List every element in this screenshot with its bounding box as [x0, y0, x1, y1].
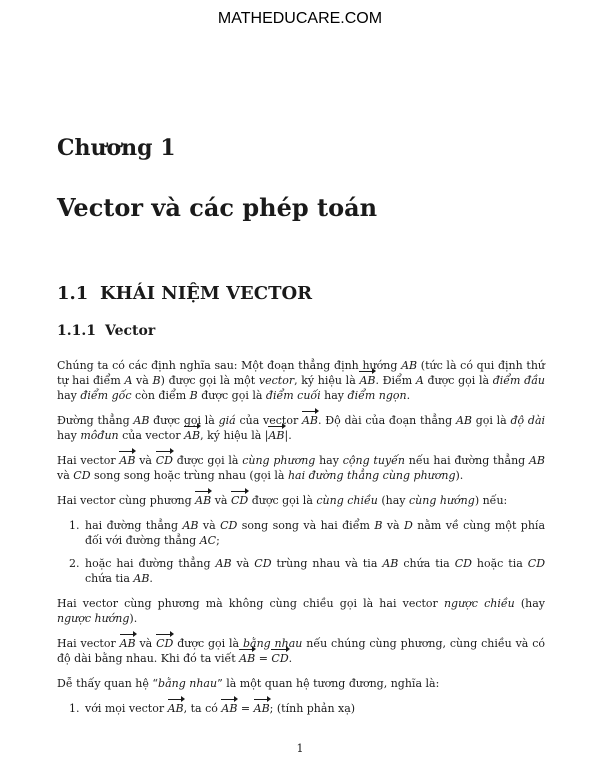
- term: hai đường thẳng cùng phương: [287, 469, 456, 482]
- text: (hay: [514, 597, 545, 610]
- term: điểm cuối: [265, 389, 321, 402]
- text: được gọi là: [248, 494, 317, 507]
- text: hoặc tia: [471, 557, 528, 570]
- math: AB: [133, 572, 150, 585]
- math: CD: [454, 557, 472, 570]
- vector-symbol: AB: [268, 429, 285, 442]
- text: ) được gọi là một: [160, 374, 259, 387]
- list-item: [57, 556, 545, 586]
- text: Dễ thấy quan hệ “: [57, 677, 159, 690]
- text: của vector: [235, 414, 302, 427]
- text: Hai vector: [57, 454, 120, 467]
- subsection-title: Vector: [105, 323, 156, 339]
- text: chứa tia: [85, 572, 134, 585]
- vector-symbol: AB: [195, 494, 212, 507]
- text: nằm về cùng một phía đối với đường thẳng: [85, 519, 546, 547]
- page-number: 1: [296, 742, 304, 755]
- math: B: [189, 389, 198, 402]
- math: CD: [254, 557, 272, 570]
- text: ).: [129, 612, 138, 625]
- paragraph-support-length: [57, 413, 545, 443]
- paragraph-equal-vectors: [57, 636, 545, 666]
- math: CD: [73, 469, 91, 482]
- text: .: [288, 652, 293, 665]
- chapter-title: Vector và các phép toán: [57, 193, 378, 222]
- vector-symbol: AB: [239, 652, 256, 665]
- text: nếu hai đường thẳng: [404, 454, 529, 467]
- text: Hai vector: [57, 637, 120, 650]
- term: cùng chiều: [316, 494, 378, 507]
- text: =: [255, 652, 272, 665]
- term: vector: [258, 374, 295, 387]
- text: trùng nhau và tia: [271, 557, 383, 570]
- equivalence-properties-list: [57, 701, 545, 716]
- text: hay: [57, 389, 81, 402]
- math: AB: [182, 519, 199, 532]
- math: D: [404, 519, 413, 532]
- text: và: [198, 519, 221, 532]
- text: . Điểm: [375, 374, 416, 387]
- list-item: [57, 701, 545, 716]
- vector-symbol: AB: [359, 374, 376, 387]
- paragraph-equivalence: [57, 676, 545, 691]
- vector-symbol: AB: [301, 414, 319, 427]
- text: và: [211, 494, 231, 507]
- text: được gọi là: [149, 414, 219, 427]
- text: song song hoặc trùng nhau (gọi là: [90, 469, 288, 482]
- term: cộng tuyến: [342, 454, 405, 467]
- text: được gọi là: [423, 374, 493, 387]
- term: điểm ngọn: [347, 389, 407, 402]
- section-number: 1.1: [57, 283, 89, 304]
- vector-symbol: AB: [119, 454, 136, 467]
- text: và: [231, 557, 255, 570]
- vector-symbol: CD: [155, 454, 173, 467]
- vector-symbol: CD: [156, 637, 174, 650]
- text: và: [135, 637, 157, 650]
- text: và: [57, 469, 74, 482]
- site-header: MATHEDUCARE.COM: [217, 10, 383, 27]
- term: môđun: [80, 429, 119, 442]
- list-number: 1.: [69, 519, 80, 532]
- text: Hai vector cùng phương: [57, 494, 196, 507]
- section-heading: [57, 283, 312, 304]
- term: giá: [218, 414, 236, 427]
- text: ).: [455, 469, 464, 482]
- text: được gọi là: [197, 389, 266, 402]
- math: CD: [220, 519, 238, 532]
- term: điểm gốc: [80, 389, 132, 402]
- list-number: 2.: [69, 557, 80, 570]
- math: AB: [133, 414, 150, 427]
- term: ngược hướng: [57, 612, 130, 625]
- math: AC: [199, 534, 217, 547]
- text: của vector: [118, 429, 185, 442]
- math: B: [374, 519, 383, 532]
- math: A: [415, 374, 424, 387]
- term: cùng hướng: [409, 494, 475, 507]
- text: , ký hiệu là |: [200, 429, 269, 442]
- text: hoặc hai đường thẳng: [85, 557, 216, 570]
- text: Chúng ta có các định nghĩa sau: Một đoạn thẳng định hướng: [57, 359, 402, 372]
- text: ” là một quan hệ tương đương, nghĩa là:: [217, 677, 440, 690]
- math: CD: [527, 557, 546, 570]
- vector-symbol: AB: [184, 429, 201, 442]
- chapter-label: Chương 1: [57, 135, 176, 161]
- term: ngược chiều: [443, 597, 515, 610]
- section-title: KHÁI NIỆM VECTOR: [100, 283, 313, 304]
- math: A: [124, 374, 133, 387]
- math: B: [152, 374, 161, 387]
- math: AB: [401, 359, 418, 372]
- vector-symbol: CD: [271, 652, 289, 665]
- text: ) nếu:: [474, 494, 508, 507]
- text: hay: [315, 454, 343, 467]
- text: được gọi là: [172, 454, 243, 467]
- text: |.: [284, 429, 292, 442]
- text: chứa tia: [398, 557, 455, 570]
- text: .: [406, 389, 411, 402]
- text: (hay: [377, 494, 410, 507]
- term: bằng nhau: [242, 637, 303, 650]
- text: song song và hai điểm: [237, 519, 375, 532]
- paragraph-opposite-direction: [57, 596, 545, 626]
- text: , ký hiệu là: [294, 374, 360, 387]
- math: AB: [455, 414, 472, 427]
- text: hay: [320, 389, 348, 402]
- subsection-heading: [57, 323, 155, 339]
- text: , ta có: [183, 702, 222, 715]
- text: và: [132, 374, 153, 387]
- subsection-number: 1.1.1: [57, 323, 96, 339]
- vector-symbol: AB: [253, 702, 270, 715]
- body-text: [57, 358, 545, 726]
- text: =: [237, 702, 254, 715]
- text: Đường thẳng: [57, 414, 134, 427]
- vector-symbol: AB: [221, 702, 238, 715]
- text: và: [135, 454, 156, 467]
- text: (tức là có qui định thứ tự hai điểm: [57, 359, 545, 387]
- text: .: [149, 572, 153, 585]
- text: hay: [57, 429, 81, 442]
- text: nếu chúng cùng phương, cùng chiều và có độ dài bằng nhau. Khi đó ta viết: [57, 637, 546, 665]
- text: ; (tính phản xạ): [269, 702, 356, 715]
- math: AB: [215, 557, 232, 570]
- term: cùng phương: [242, 454, 316, 467]
- term: độ dài: [510, 414, 546, 427]
- same-direction-conditions-list: [57, 518, 545, 586]
- paragraph-collinear: [57, 453, 545, 483]
- vector-symbol: CD: [230, 494, 249, 507]
- text: hai đường thẳng: [85, 519, 183, 532]
- list-item: [57, 518, 545, 548]
- paragraph-same-direction: [57, 493, 545, 508]
- vector-symbol: AB: [167, 702, 184, 715]
- list-number: 1.: [69, 702, 80, 715]
- text: với mọi vector: [85, 702, 168, 715]
- text: gọi là: [471, 414, 511, 427]
- text: Hai vector cùng phương mà không cùng chiều gọi là hai vector: [57, 597, 444, 610]
- term: điểm đầu: [492, 374, 546, 387]
- text: còn điểm: [131, 389, 190, 402]
- term: bằng nhau: [158, 677, 218, 690]
- math: AB: [528, 454, 545, 467]
- paragraph-vector-definition: [57, 358, 545, 403]
- vector-symbol: AB: [119, 637, 136, 650]
- text: ;: [216, 534, 220, 547]
- text: được gọi là: [173, 637, 243, 650]
- math: AB: [382, 557, 399, 570]
- text: . Độ dài của đoạn thẳng: [318, 414, 456, 427]
- text: và: [382, 519, 405, 532]
